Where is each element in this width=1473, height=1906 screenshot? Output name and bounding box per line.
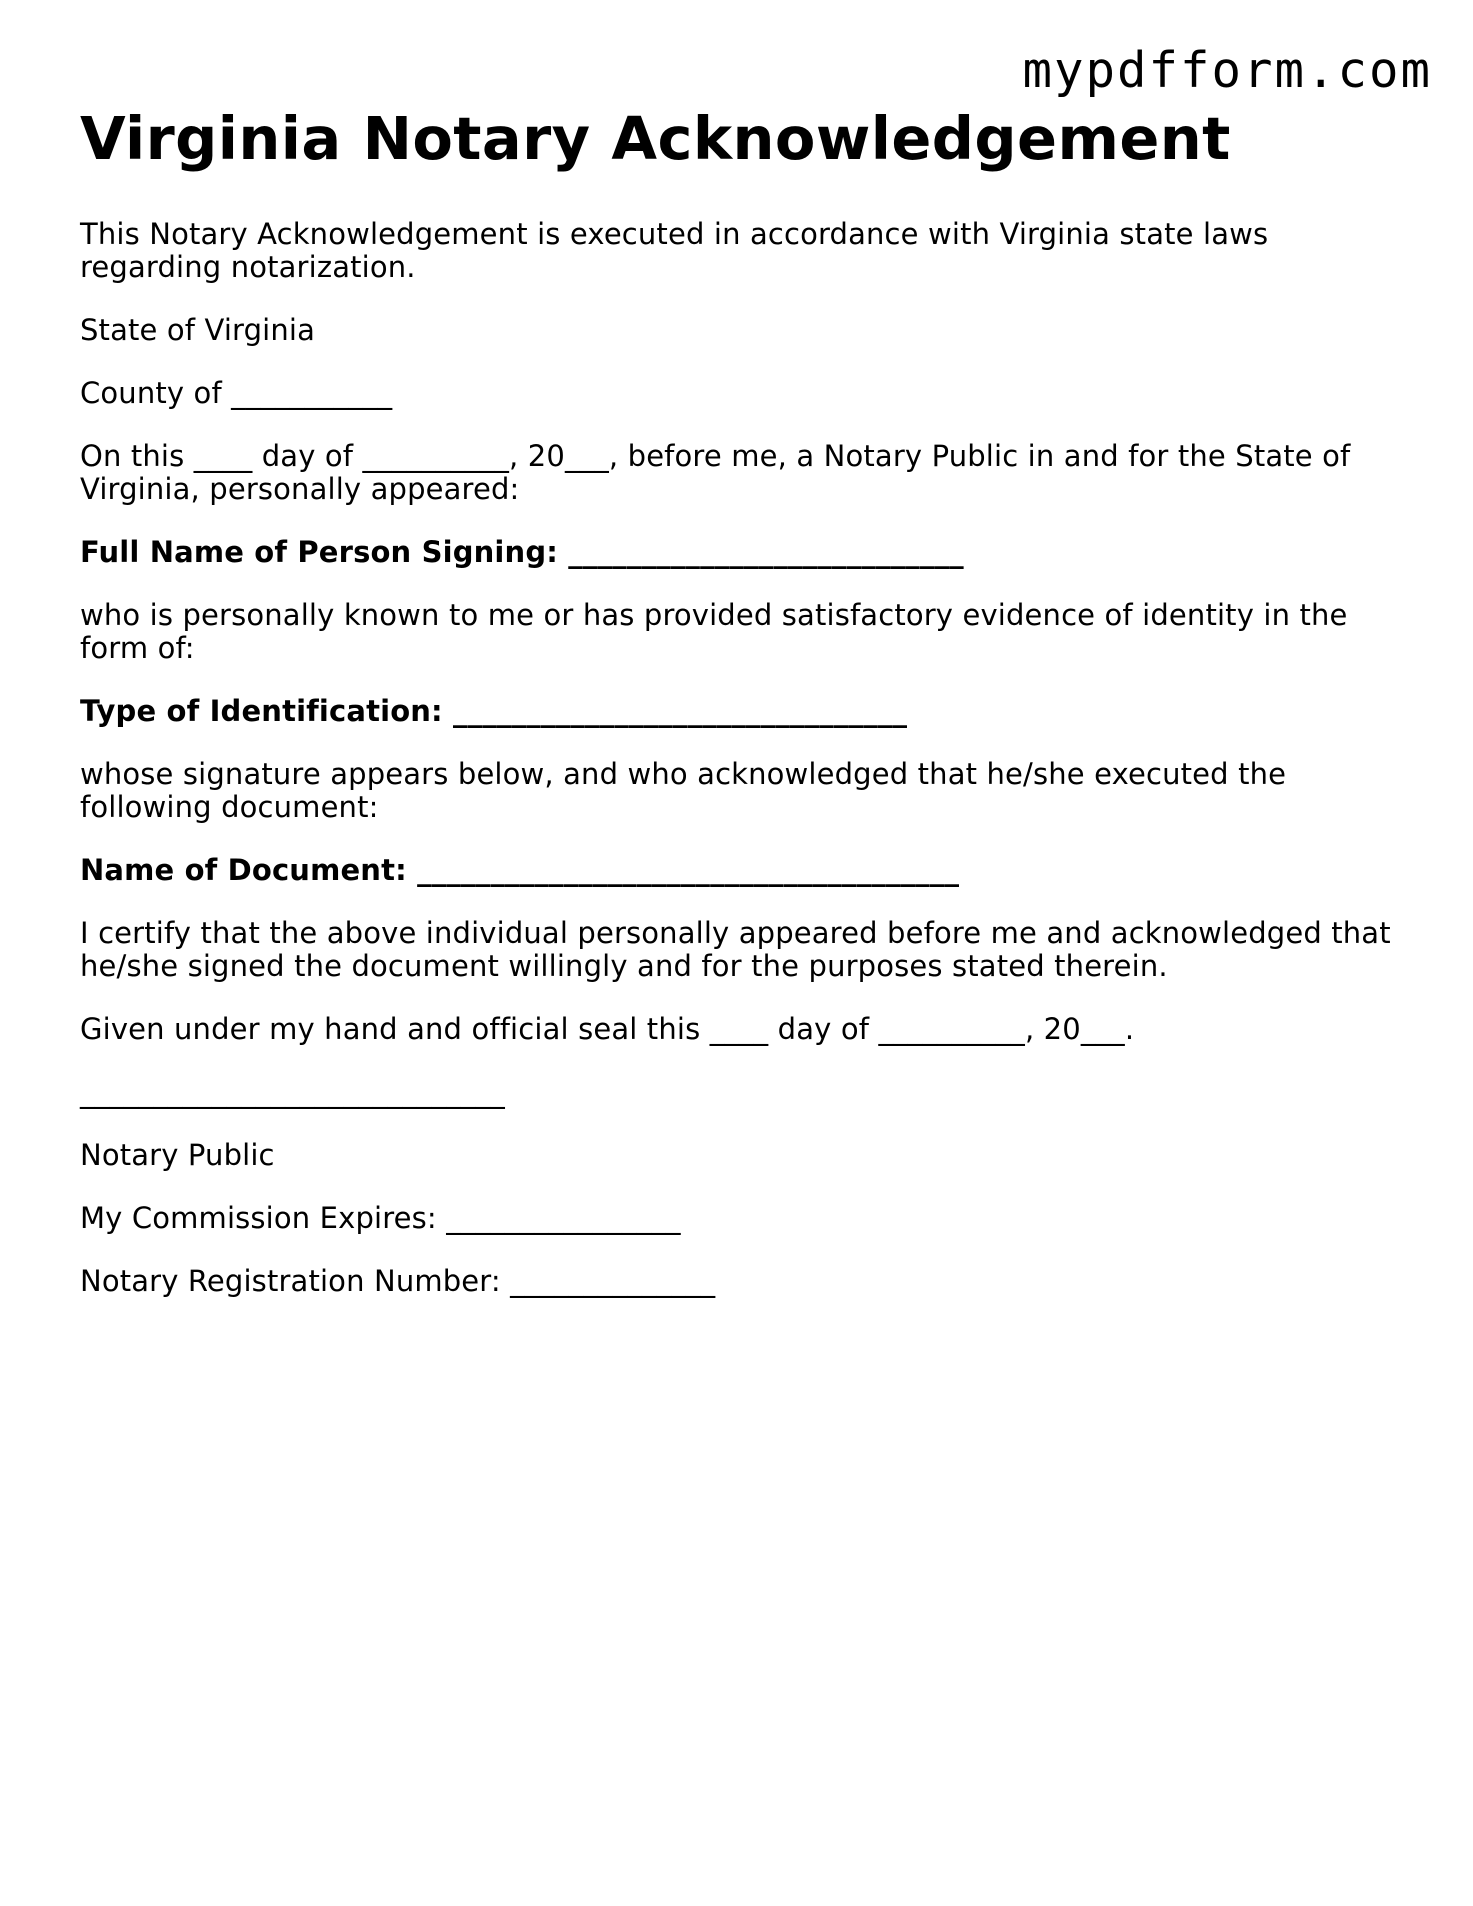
site-watermark: mypdfform.com [1022,42,1432,99]
document-body [80,106,1400,1298]
registration-number-field: Notary Registration Number: ______________ [80,1264,716,1298]
commission-expires-field: My Commission Expires: ________________ [80,1201,681,1235]
document-title: Virginia Notary Acknowledgement [80,104,1231,173]
document-name-field: Name of Document: _____________________________________ [80,853,960,887]
seal-date-paragraph: Given under my hand and official seal this ____ day of __________, 20___. [80,1012,1135,1046]
appearance-date-paragraph: On this ____ day of __________, 20___, before me, a Notary Public in and for the State of Virginia, personally appeared: [80,439,1351,506]
intro-paragraph: This Notary Acknowledgement is executed in accordance with Virginia state laws regarding notarization. [80,217,1269,284]
county-field: County of ___________ [80,376,393,410]
identification-type-field: Type of Identification: _______________________________ [80,694,908,728]
full-name-field: Full Name of Person Signing: ___________________________ [80,535,964,569]
certification-paragraph: I certify that the above individual personally appeared before me and acknowledged that he/she signed the document willingly and for the purposes stated therein. [80,916,1391,983]
notary-public-label: Notary Public [80,1138,275,1172]
state-line: State of Virginia [80,313,316,347]
identity-paragraph: who is personally known to me or has provided satisfactory evidence of identity in the form of: [80,598,1348,665]
notary-signature-line: _____________________________ [80,1075,505,1109]
signature-acknowledgement-paragraph: whose signature appears below, and who acknowledged that he/she executed the following document: [80,757,1287,824]
